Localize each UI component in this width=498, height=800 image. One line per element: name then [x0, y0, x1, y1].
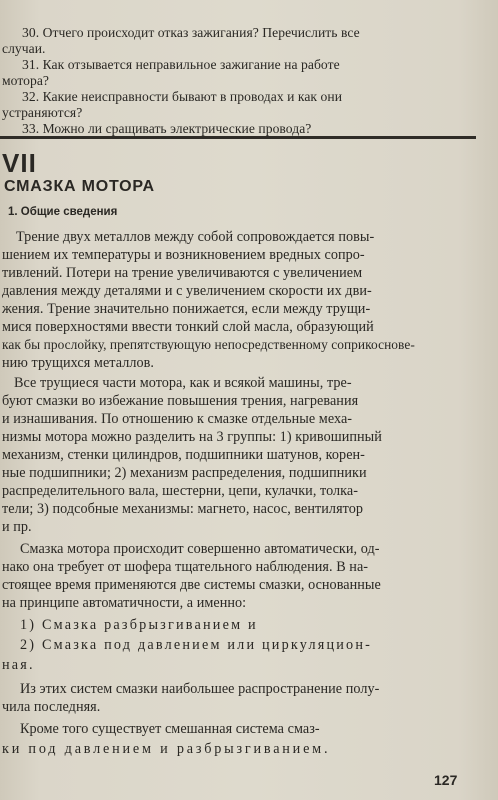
body-line: Все трущиеся части мотора, как и всякой машины, тре- — [14, 375, 352, 391]
body-line: 1) Смазка разбрызгиванием и — [20, 617, 258, 633]
question-32-cont: устраняются? — [2, 105, 83, 120]
question-31-cont: мотора? — [2, 73, 49, 88]
body-line: и изнашивания. По отношению к смазке отдельные меха- — [2, 411, 353, 427]
body-line: ные подшипники; 2) механизм распределения, подшипники — [2, 465, 367, 481]
chapter-number: VII — [2, 148, 37, 178]
body-line: Смазка мотора происходит совершенно автоматически, од- — [20, 541, 380, 557]
question-30: 30. Отчего происходит отказ зажигания? Перечислить все — [22, 25, 360, 40]
body-line: тивлений. Потери на трение увеличиваются с увеличением — [2, 265, 363, 281]
question-33: 33. Можно ли сращивать электрические провода? — [22, 121, 312, 136]
section-divider — [0, 136, 476, 139]
body-line: и пр. — [2, 519, 32, 535]
body-line: на принципе автоматичности, а именно: — [2, 595, 247, 611]
body-line: как бы прослойку, препятствующую непосредственному соприкоснове- — [2, 337, 415, 352]
page-number: 127 — [434, 772, 458, 788]
body-line: распределительного вала, шестерни, цепи, кулачки, толка- — [2, 483, 359, 499]
section-title: 1. Общие сведения — [8, 206, 118, 218]
body-line: давления между деталями и с увеличением скорости их дви- — [2, 283, 372, 299]
body-line: нию трущихся металлов. — [2, 355, 154, 371]
chapter-title: СМАЗКА МОТОРА — [4, 178, 155, 195]
body-line: жения. Трение значительно понижается, если между трущи- — [2, 301, 371, 317]
body-line: ки под давлением и разбрызгиванием. — [2, 741, 331, 757]
body-line: низмы мотора можно разделить на 3 группы: 1) кривошипный — [2, 429, 382, 445]
body-line: мися поверхностями ввести тонкий слой масла, образующий — [2, 319, 374, 335]
body-line: механизм, стенки цилиндров, подшипники шатунов, корен- — [2, 447, 365, 463]
body-line: тели; 3) подсобные механизмы: магнето, насос, вентилятор — [2, 501, 363, 517]
body-line: Трение двух металлов между собой сопровождается повы- — [16, 229, 375, 245]
question-32: 32. Какие неисправности бывают в проводах и как они — [22, 89, 343, 104]
body-line: Из этих систем смазки наибольшее распространение полу- — [20, 681, 380, 697]
question-31: 31. Как отзывается неправильное зажигание на работе — [22, 57, 340, 72]
body-line: нако она требует от шофера тщательного наблюдения. В на- — [2, 559, 369, 575]
body-line: чила последняя. — [2, 699, 101, 715]
body-line: Кроме того существует смешанная система смаз- — [20, 721, 320, 737]
body-line: шением их температуры и возникновением вредных сопро- — [2, 247, 365, 263]
body-line: 2) Смазка под давлением или циркуляцион- — [20, 637, 373, 653]
question-30-cont: случаи. — [2, 41, 46, 56]
body-line: буют смазки во избежание повышения трения, нагревания — [2, 393, 359, 409]
body-line: стоящее время применяются две системы смазки, основанные — [2, 577, 381, 593]
body-line: ная. — [2, 657, 35, 673]
